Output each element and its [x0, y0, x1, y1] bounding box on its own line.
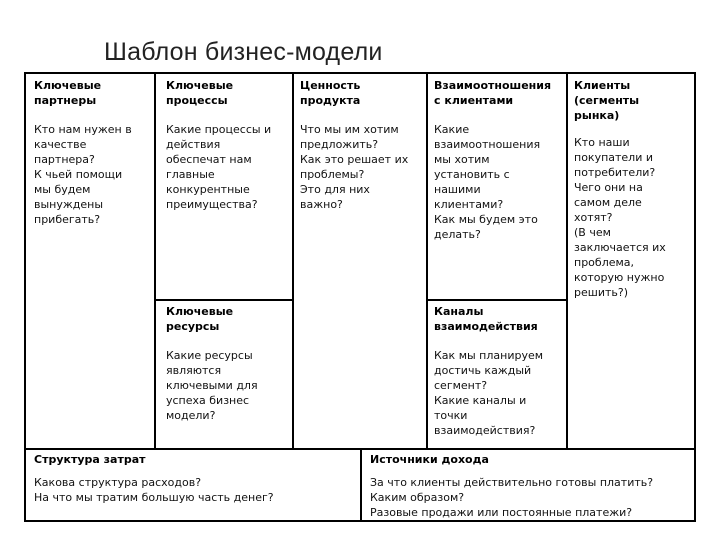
key-resources-text: Какие ресурсы являются ключевыми для успеха бизнес модели?: [166, 349, 258, 422]
divider-activities-resources: [154, 299, 294, 301]
block-customer-relationships: [430, 78, 568, 242]
customer-segments-text: Кто наши покупатели и потребители? Чего они на самом деле хотят? (В чем заключается их проблема, которую нужно решить?): [574, 136, 666, 299]
revenue-streams-header: Источники дохода: [370, 453, 489, 466]
divider-partners-activities: [154, 74, 156, 450]
cost-structure-header: Структура затрат: [34, 453, 146, 466]
customer-segments-header: Клиенты (сегменты рынка): [574, 79, 640, 122]
key-activities-text: Какие процессы и действия обеспечат нам главные конкурентные преимущества?: [166, 123, 272, 211]
value-proposition-header: Ценность продукта: [300, 79, 361, 107]
block-cost-structure: [30, 452, 360, 505]
key-resources-header: Ключевые ресурсы: [166, 305, 234, 333]
block-customer-segments: [570, 78, 694, 300]
key-activities-header: Ключевые процессы: [166, 79, 234, 107]
customer-relationships-header: Взаимоотношения с клиентами: [434, 79, 552, 107]
divider-value-relationships: [426, 74, 428, 450]
block-value-proposition: [296, 78, 426, 212]
divider-costs-revenue: [360, 448, 362, 520]
block-key-resources: [162, 304, 294, 423]
value-proposition-text: Что мы им хотим предложить? Как это решает их проблемы? Это для них важно?: [300, 123, 409, 211]
business-model-canvas: [24, 72, 696, 522]
page-title: Шаблон бизнес-модели: [104, 38, 383, 66]
divider-relationships-channels: [426, 299, 568, 301]
cost-structure-text: Какова структура расходов? На что мы тратим большую часть денег?: [34, 476, 274, 504]
channels-text: Как мы планируем достичь каждый сегмент? Какие каналы и точки взаимодействия?: [434, 349, 544, 437]
block-channels: [430, 304, 568, 438]
key-partners-header: Ключевые партнеры: [34, 79, 102, 107]
customer-relationships-text: Какие взаимоотношения мы хотим установить с нашими клиентами? Как мы будем это делать?: [434, 123, 541, 241]
block-key-partners: [30, 78, 154, 227]
revenue-streams-text: За что клиенты действительно готовы платить? Каким образом? Разовые продажи или постоянные платежи?: [370, 476, 654, 519]
channels-header: Каналы взаимодействия: [434, 305, 538, 333]
key-partners-text: Кто нам нужен в качестве партнера? К чьей помощи мы будем вынуждены прибегать?: [34, 123, 132, 226]
block-key-activities: [162, 78, 294, 212]
block-revenue-streams: [366, 452, 694, 520]
